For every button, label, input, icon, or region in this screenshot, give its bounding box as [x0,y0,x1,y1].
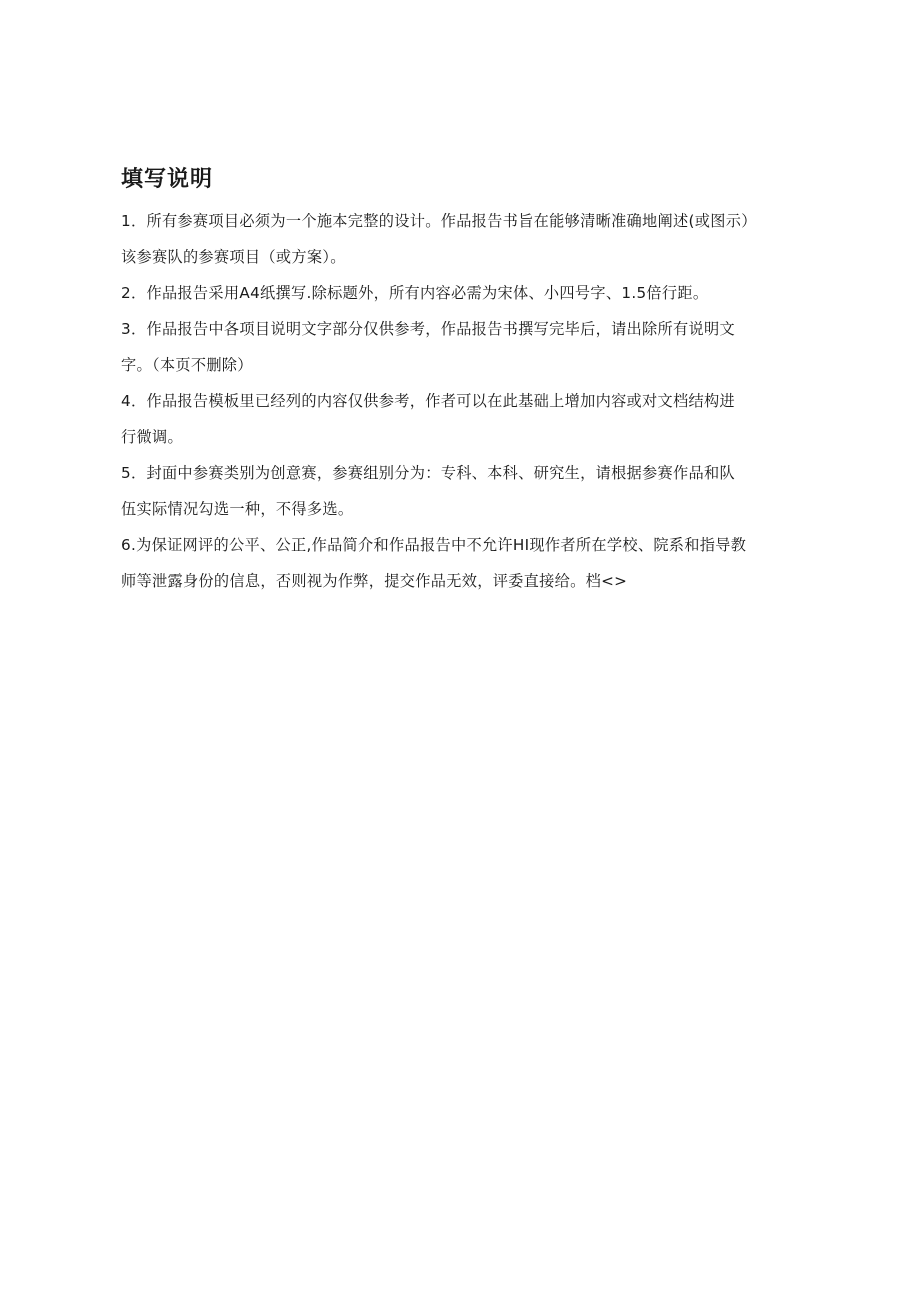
instruction-line: 6.为保证网评的公平、公正,作品简介和作品报告中不允许HI现作者所在学校、院系和指导教 [121,536,747,554]
instruction-line: 该参赛队的参赛项目（或方案）。 [121,248,346,266]
instruction-item-6 [121,527,821,599]
page-title: 填写说明 [121,167,214,192]
instruction-item-5 [121,455,821,527]
instructions-section [121,163,821,599]
instruction-item-4 [121,383,821,455]
instruction-line: 4．作品报告模板里已经列的内容仅供参考，作者可以在此基础上增加内容或对文档结构进 [121,392,735,410]
instruction-line: 3．作品报告中各项目说明文字部分仅供参考，作品报告书撰写完毕后，请出除所有说明文 [121,320,735,338]
instruction-item-1 [121,203,821,275]
instruction-line: 行微调。 [121,428,183,446]
instruction-item-2 [121,275,821,311]
instruction-item-3 [121,311,821,383]
instruction-line: 5．封面中参赛类别为创意赛，参赛组别分为：专科、本科、研究生，请根据参赛作品和队 [121,464,735,482]
instruction-line: 1．所有参赛项目必须为一个施本完整的设计。作品报告书旨在能够清晰准确地阐述(或图示） [121,212,757,230]
instruction-line: 2．作品报告采用A4纸撰写.除标题外，所有内容必需为宋体、小四号字、1.5倍行距。 [121,284,709,302]
instruction-line: 伍实际情况勾选一种，不得多选。 [121,500,354,518]
instruction-line: 师等泄露身份的信息，否则视为作弊，提交作品无效，评委直接给。档<> [121,572,628,590]
instruction-line: 字。（本页不删除） [121,356,253,374]
